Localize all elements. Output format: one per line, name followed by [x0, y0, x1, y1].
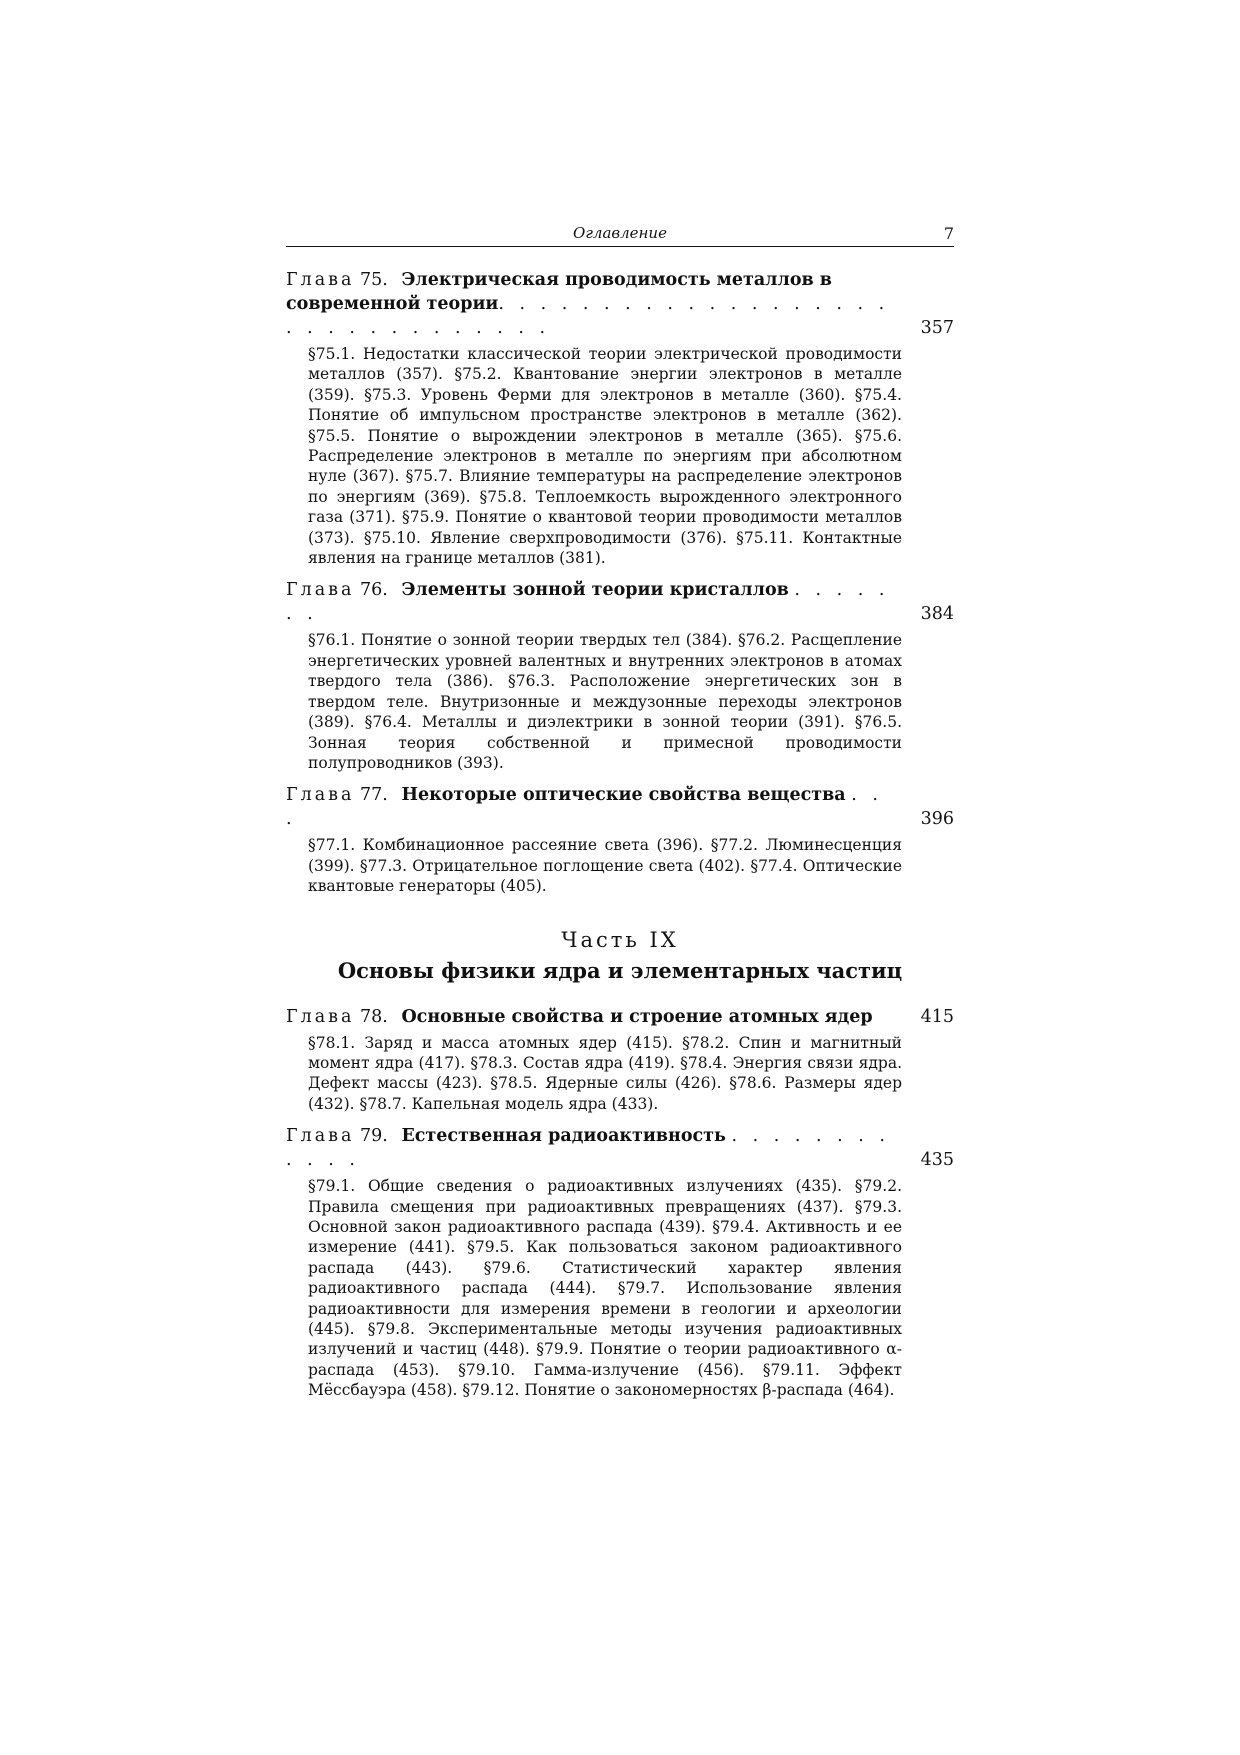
- chapter-label: Глава: [286, 270, 355, 290]
- page-number: 7: [943, 224, 954, 243]
- chapter-page-number: 415: [920, 1006, 954, 1027]
- chapter-number: 76.: [360, 580, 388, 601]
- chapter-label: Глава: [286, 785, 355, 806]
- chapter-label: Глава: [286, 580, 355, 601]
- chapter-page-number: 384: [920, 604, 954, 625]
- table-of-contents: [286, 268, 954, 1411]
- chapter-heading[interactable]: [286, 1124, 954, 1172]
- toc-chapter-79: [286, 1124, 954, 1400]
- chapter-page-number: 396: [920, 809, 954, 830]
- chapter-title: Естественная радиоактивность: [401, 1126, 726, 1147]
- section-list: §76.1. Понятие о зонной теории твердых тел (384). §76.2. Расщепление энергетических уровней валентных и внутренних электронов в атомах твердого тела (386). §76.3. Расположение энергетических зон в твердом теле. Внутризонные и междузонные переходы электронов (389). §76.4. Металлы и диэлектрики в зонной теории (391). §76.5. Зонная теория собственной и примесной проводимости полупроводников (393).: [308, 631, 902, 772]
- toc-chapter-78: [286, 1005, 954, 1115]
- chapter-number: 77.: [360, 785, 388, 806]
- section-list: §78.1. Заряд и масса атомных ядер (415). §78.2. Спин и магнитный момент ядра (417). §78.3. Состав ядра (419). §78.4. Энергия связи ядра. Дефект массы (423). §78.5. Ядерные силы (426). §78.6. Размеры ядер (432). §78.7. Капельная модель ядра (433).: [308, 1033, 902, 1113]
- running-header-title: Оглавление: [573, 224, 667, 242]
- dot-leader: . . . . . . . . . . . . . . . . . . . . . . . . . . . . . . . .: [286, 294, 890, 338]
- chapter-heading[interactable]: [286, 268, 954, 340]
- chapter-label: Глава: [286, 1126, 355, 1147]
- part-title: Основы физики ядра и элементарных частиц: [337, 957, 903, 983]
- chapter-heading[interactable]: [286, 1005, 954, 1029]
- dot-leader: . . . . . . . . . . . .: [286, 1126, 890, 1171]
- chapter-number: 79.: [360, 1126, 388, 1147]
- chapter-page-number: 357: [920, 318, 954, 338]
- toc-chapter-75: [286, 268, 954, 568]
- section-list: §79.1. Общие сведения о радиоактивных излучениях (435). §79.2. Правила смещения при радиоактивных превращениях (437). §79.3. Основной закон радиоактивного распада (439). §79.4. Активность и ее измерение (441). §79.5. Как пользоваться законом радиоактивного распада (443). §79.6. Статистический характер явления радиоактивного распада (444). §79.7. Использование явления радиоактивности для измерения времени в геологии и археологии (445). §79.8. Экспериментальные методы изучения радиоактивных излучений и частиц (448). §79.9. Понятие о теории радиоактивного α-распада (453). §79.10. Гамма-излучение (456). §79.11. Эффект Мёссбауэра (458). §79.12. Понятие о закономерностях β-распада (464).: [308, 1177, 902, 1400]
- section-list: §75.1. Недостатки классической теории электрической проводимости металлов (357). §75.2. Квантование энергии электронов в металле (359). §75.3. Уровень Ферми для электронов в металле (360). §75.4. Понятие об импульсном пространстве электронов в металле (362). §75.5. Понятие о вырождении электронов в металле (365). §75.6. Распределение электронов в металле по энергиям при абсолютном нуле (367). §75.7. Влияние температуры на распределение электронов по энергиям (369). §75.8. Теплоемкость вырожденного электронного газа (371). §75.9. Понятие о квантовой теории проводимости металлов (373). §75.10. Явление сверхпроводимости (376). §75.11. Контактные явления на границе металлов (381).: [308, 345, 902, 568]
- part-label: Часть IX: [561, 927, 679, 952]
- chapter-title: Электрическая проводимость металлов в современной теории: [286, 270, 832, 314]
- chapter-number: 75.: [360, 270, 388, 290]
- chapter-number: 78.: [360, 1006, 388, 1027]
- chapter-title: Некоторые оптические свойства вещества: [401, 785, 846, 806]
- running-header: [286, 224, 954, 247]
- chapter-heading[interactable]: [286, 783, 954, 831]
- chapter-label: Глава: [286, 1006, 355, 1027]
- dot-leader: . . . . . . .: [286, 580, 890, 625]
- toc-chapter-77: [286, 783, 954, 896]
- section-list: §77.1. Комбинационное рассеяние света (396). §77.2. Люминесценция (399). §77.3. Отрицательное поглощение света (402). §77.4. Оптические квантовые генераторы (405).: [308, 836, 902, 896]
- part-heading[interactable]: [286, 925, 954, 987]
- chapter-page-number: 435: [920, 1150, 954, 1171]
- chapter-title: Основные свойства и строение атомных ядер: [401, 1006, 873, 1027]
- chapter-title: Элементы зонной теории кристаллов: [401, 580, 789, 601]
- dot-leader: . . .: [286, 785, 883, 830]
- toc-chapter-76: [286, 578, 954, 773]
- chapter-heading[interactable]: [286, 578, 954, 626]
